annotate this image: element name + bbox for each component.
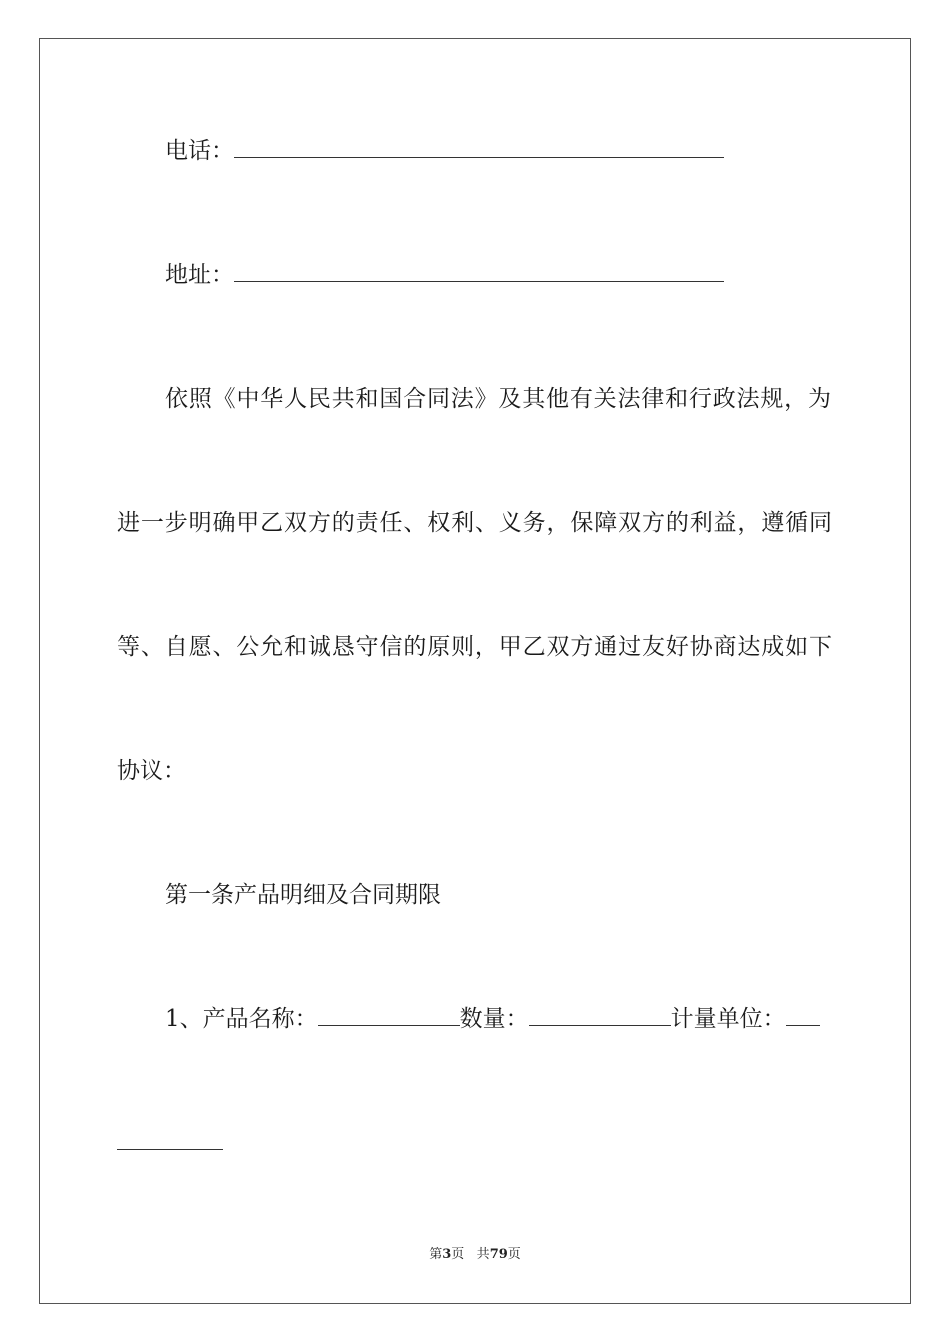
page-prefix: 第 [429,1247,443,1262]
phone-blank[interactable] [234,137,724,158]
preamble-line-3: 等、自愿、公允和诚恳守信的原则，甲乙双方通过友好协商达成如下 [117,634,832,660]
page-footer [0,1246,950,1264]
page-border [39,38,911,1304]
preamble-line-2: 进一步明确甲乙双方的责任、权利、义务，保障双方的利益，遵循同 [117,510,832,536]
address-blank[interactable] [234,261,724,282]
article-1-title: 第一条产品明细及合同期限 [165,882,441,908]
quantity-blank[interactable] [529,1005,671,1026]
preamble-line-1: 依照《中华人民共和国合同法》及其他有关法律和行政法规，为 [165,386,831,412]
phone-line [165,136,724,166]
unit-blank-continued-line [117,1128,223,1158]
total-suffix: 页 [507,1247,521,1262]
address-line [165,260,724,290]
page-suffix: 页 [451,1247,465,1262]
total-prefix: 共 [476,1247,490,1262]
unit-label: 计量单位： [670,1006,786,1032]
unit-blank-start[interactable] [786,1005,820,1026]
address-label: 地址： [165,262,234,288]
product-line [165,1004,820,1034]
preamble-line-4: 协议： [117,758,186,784]
product-name-label: 1、产品名称： [165,1006,318,1032]
page-current: 3 [442,1247,452,1262]
phone-label: 电话： [165,138,234,164]
page-total: 79 [489,1247,508,1262]
unit-blank-continued[interactable] [117,1129,223,1150]
product-name-blank[interactable] [318,1005,460,1026]
quantity-label: 数量： [459,1006,529,1032]
